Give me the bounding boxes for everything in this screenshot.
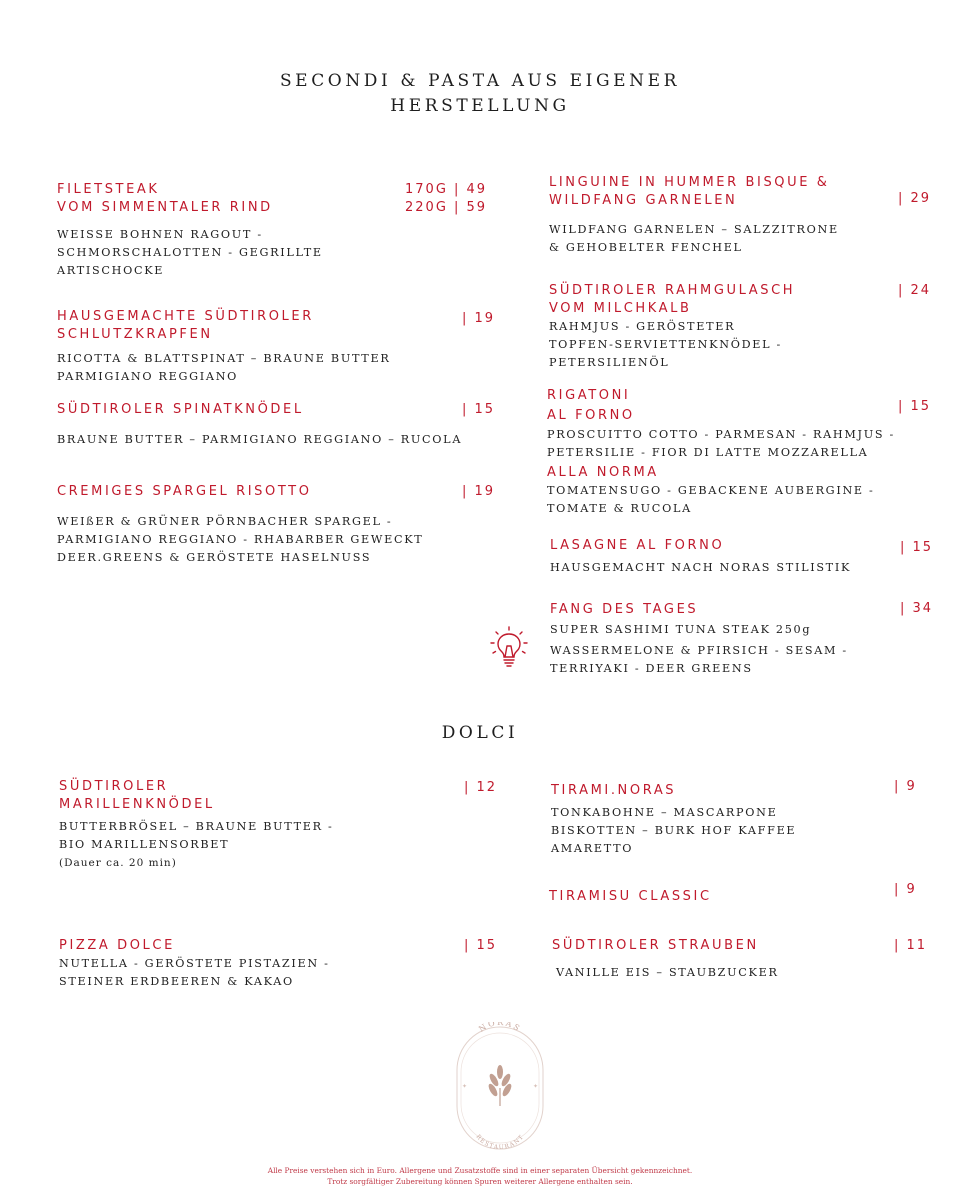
logo-bottom-text: RESTAURANT (474, 1133, 526, 1152)
item-title: PIZZA DOLCE (59, 938, 175, 953)
item-description: BUTTERBRÖSEL – BRAUNE BUTTER - BIO MARILLENSORBET (59, 820, 334, 851)
item-title: SÜDTIROLER SPINATKNÖDEL (57, 402, 304, 417)
item-title: FILETSTEAK VOM SIMMENTALER RIND (57, 182, 273, 215)
item-title: LASAGNE AL FORNO (550, 538, 725, 553)
item-description: WILDFANG GARNELEN – SALZZITRONE & GEHOBELTER FENCHEL (549, 223, 839, 254)
item-description: TONKABOHNE – MASCARPONE BISKOTTEN – BURK HOF KAFFEE AMARETTO (551, 806, 797, 855)
item-title: SÜDTIROLER MARILLENKNÖDEL (59, 779, 215, 812)
item-description: WEISSE BOHNEN RAGOUT - SCHMORSCHALOTTEN - GEGRILLTE ARTISCHOCKE (57, 228, 323, 277)
menu-item-marillenknoedel (59, 778, 334, 872)
item-description: NUTELLA - GERÖSTETE PISTAZIEN - STEINER ERDBEEREN & KAKAO (59, 957, 330, 988)
item-description: VANILLE EIS – STAUBZUCKER (556, 966, 779, 979)
item-price: | 24 (898, 283, 932, 298)
item-description: HAUSGEMACHT NACH NORAS STILISTIK (550, 561, 852, 574)
item-subdescription: TOMATENSUGO - GEBACKENE AUBERGINE - TOMATE & RUCOLA (547, 484, 875, 515)
item-description: SUPER SASHIMI TUNA STEAK 250g WASSERMELONE & PFIRSICH - SESAM - TERRIYAKI - DEER GREENS (550, 623, 848, 675)
menu-item-linguine (549, 174, 839, 257)
item-title: SÜDTIROLER STRAUBEN (552, 938, 759, 953)
item-description: WEIßER & GRÜNER PÖRNBACHER SPARGEL - PARMIGIANO REGGIANO - RHABARBER GEWECKT DEER.GREENS & GERÖSTETE HASELNUSS (57, 515, 424, 564)
item-price: | 19 (462, 484, 496, 499)
item-title: SÜDTIROLER RAHMGULASCH VOM MILCHKALB (549, 283, 796, 316)
item-subtitle: ALLA NORMA (547, 465, 659, 480)
item-note: (Dauer ca. 20 min) (59, 857, 177, 869)
menu-item-strauben (552, 937, 779, 982)
menu-item-fang-des-tages (550, 601, 848, 678)
logo-top-text: NORAS (477, 1022, 523, 1034)
item-price: | 12 (464, 780, 498, 795)
menu-item-lasagne (550, 537, 851, 577)
item-description: RICOTTA & BLATTSPINAT – BRAUNE BUTTER PARMIGIANO REGGIANO (57, 352, 391, 383)
item-title: RIGATONI AL FORNO (547, 388, 635, 423)
menu-item-risotto (57, 483, 423, 567)
item-price: | 29 (898, 191, 932, 206)
wheat-icon (487, 1065, 513, 1106)
item-description: RAHMJUS - GERÖSTETER TOPFEN-SERVIETTENKNÖDEL - PETERSILIENÖL (549, 320, 782, 369)
item-price: | 9 (894, 882, 917, 897)
menu-item-pizza-dolce (59, 937, 330, 991)
menu-item-rahmgulasch (549, 282, 795, 372)
item-description: PROSCUITTO COTTO - PARMESAN - RAHMJUS - PETERSILIE - FIOR DI LATTE MOZZARELLA (547, 428, 895, 459)
item-title: TIRAMI.NORAS (551, 783, 677, 798)
item-price: 170G | 49 220G | 59 (405, 182, 488, 215)
item-title: TIRAMISU CLASSIC (549, 889, 712, 904)
item-title: CREMIGES SPARGEL RISOTTO (57, 484, 312, 499)
item-price: | 15 (898, 399, 932, 414)
item-title: HAUSGEMACHTE SÜDTIROLER SCHLUTZKRAPFEN (57, 309, 314, 342)
item-title: FANG DES TAGES (550, 602, 699, 617)
item-price: | 11 (894, 938, 928, 953)
item-title: LINGUINE IN HUMMER BISQUE & WILDFANG GARNELEN (549, 175, 830, 208)
menu-item-schlutzkrapfen (57, 308, 390, 386)
item-price: | 15 (462, 402, 496, 417)
item-price: | 15 (464, 938, 498, 953)
lightbulb-icon (488, 626, 530, 674)
section-title-secondi: SECONDI & PASTA AUS EIGENER HERSTELLUNG (279, 71, 681, 116)
item-description: BRAUNE BUTTER – PARMIGIANO REGGIANO – RUCOLA (57, 433, 463, 446)
item-price: | 9 (894, 779, 917, 794)
section-title-dolci: DOLCI (441, 723, 519, 743)
menu-item-tiramisu-classic (549, 888, 712, 906)
menu-item-rigatoni (547, 386, 895, 518)
item-price: | 15 (900, 540, 934, 555)
svg-text:✦: ✦ (533, 1083, 539, 1090)
menu-item-tiraminoras (551, 782, 796, 858)
item-price: | 34 (900, 601, 934, 616)
svg-text:✦: ✦ (462, 1083, 468, 1090)
menu-item-spinatknoedel (57, 401, 462, 449)
footer-note: Alle Preise verstehen sich in Euro. Allergene und Zusatzstoffe sind in einer separaten Übersicht gekennzeichnet. Trotz sorgfältiger Zubereitung können Spuren weiterer Allergene enthalten sein. (267, 1166, 693, 1186)
item-price: | 19 (462, 311, 496, 326)
menu-item-filetsteak (57, 181, 323, 280)
restaurant-logo (455, 1022, 545, 1156)
